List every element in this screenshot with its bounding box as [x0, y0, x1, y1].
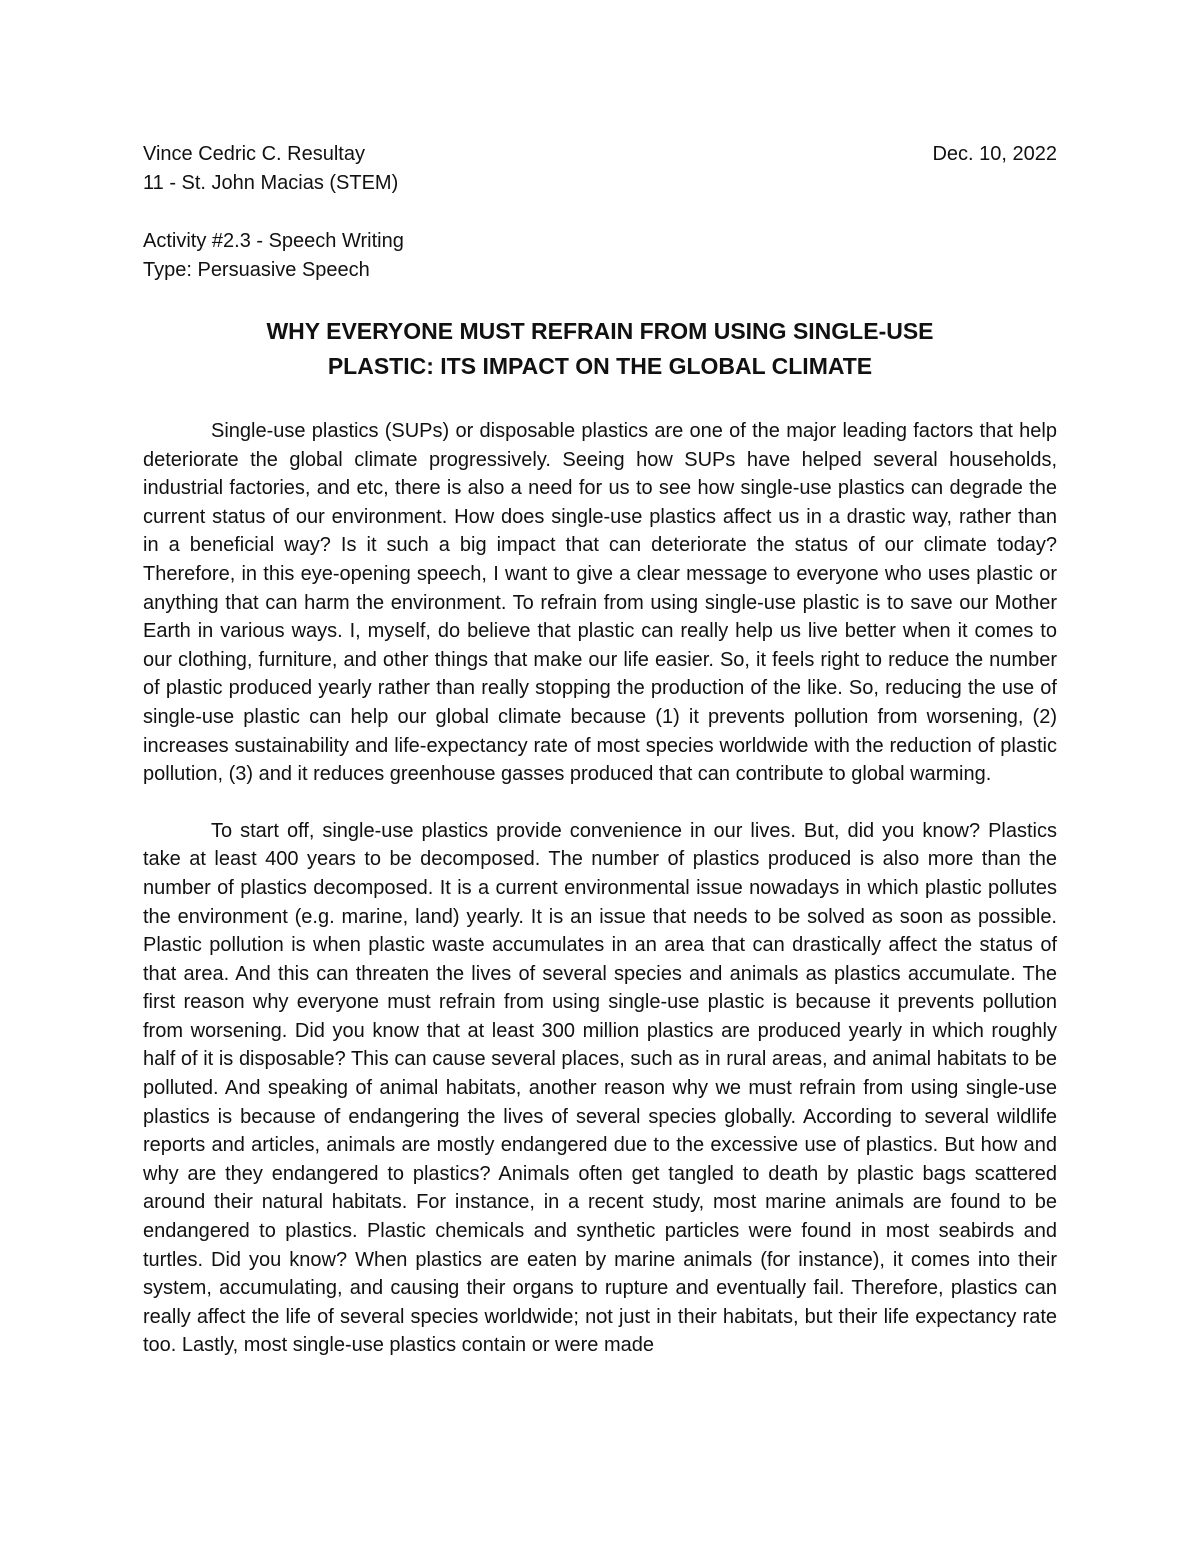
speech-title-line-2: PLASTIC: ITS IMPACT ON THE GLOBAL CLIMATE	[327, 353, 873, 379]
body-paragraph-2: To start off, single-use plastics provide convenience in our lives. But, did you know? Plastics take at least 400 years to be decomposed. The number of plastics produced is also more than the number of plastics decomposed. It is a current environmental issue nowadays in which plastic pollutes the environment (e.g. marine, land) yearly. It is an issue that needs to be solved as soon as possible. Plastic pollution is when plastic waste accumulates in an area that can drastically affect the status of that area. And this can threaten the lives of several species and animals as plastics accumulate. The first reason why everyone must refrain from using single-use plastic is because it prevents pollution from worsening. Did you know that at least 300 million plastics are produced yearly in which roughly half of it is disposable? This can cause several places, such as in rural areas, and animal habitats to be polluted. And speaking of animal habitats, another reason why we must refrain from using single-use plastics is because of endangering the lives of several species globally. According to several wildlife reports and articles, animals are mostly endangered due to the excessive use of plastics. But how and why are they endangered to plastics? Animals often get tangled to death by plastic bags scattered around their natural habitats. For instance, in a recent study, most marine animals are found to be endangered to plastics. Plastic chemicals and synthetic particles were found in most seabirds and turtles. Did you know? When plastics are eaten by marine animals (for instance), it comes into their system, accumulating, and causing their organs to rupture and eventually fail. Therefore, plastics can really affect the life of several species worldwide; not just in their habitats, but their life expectancy rate too. Lastly, most single-use plastics contain or were made	[143, 819, 1057, 1357]
body-paragraph-1: Single-use plastics (SUPs) or disposable plastics are one of the major leading factors that help deteriorate the global climate progressively. Seeing how SUPs have helped several households, industrial factories, and etc, there is also a need for us to see how single-use plastics can degrade the current status of our environment. How does single-use plastics affect us in a drastic way, rather than in a beneficial way? Is it such a big impact that can deteriorate the status of our climate today? Therefore, in this eye-opening speech, I want to give a clear message to everyone who uses plastic or anything that can harm the environment. To refrain from using single-use plastic is to save our Mother Earth in various ways. I, myself, do believe that plastic can really help us live better when it comes to our clothing, furniture, and other things that make our life easier. So, it feels right to reduce the number of plastic produced yearly rather than really stopping the production of the like. So, reducing the use of single-use plastic can help our global climate because (1) it prevents pollution from worsening, (2) increases sustainability and life-expectancy rate of most species worldwide with the reduction of plastic pollution, (3) and it reduces greenhouse gasses produced that can contribute to global warming.	[143, 420, 1057, 786]
speech-title	[143, 314, 1057, 384]
author-name: Vince Cedric C. Resultay	[143, 143, 365, 165]
speech-title-line-1: WHY EVERYONE MUST REFRAIN FROM USING SINGLE-USE	[266, 318, 934, 344]
speech-type: Type: Persuasive Speech	[143, 259, 370, 281]
activity-label: Activity #2.3 - Speech Writing	[143, 230, 404, 252]
document-content	[143, 140, 1057, 1380]
class-section: 11 - St. John Macias (STEM)	[143, 172, 399, 194]
header-row	[143, 140, 1057, 169]
spacer	[143, 198, 1057, 227]
document-date: Dec. 10, 2022	[932, 143, 1057, 165]
